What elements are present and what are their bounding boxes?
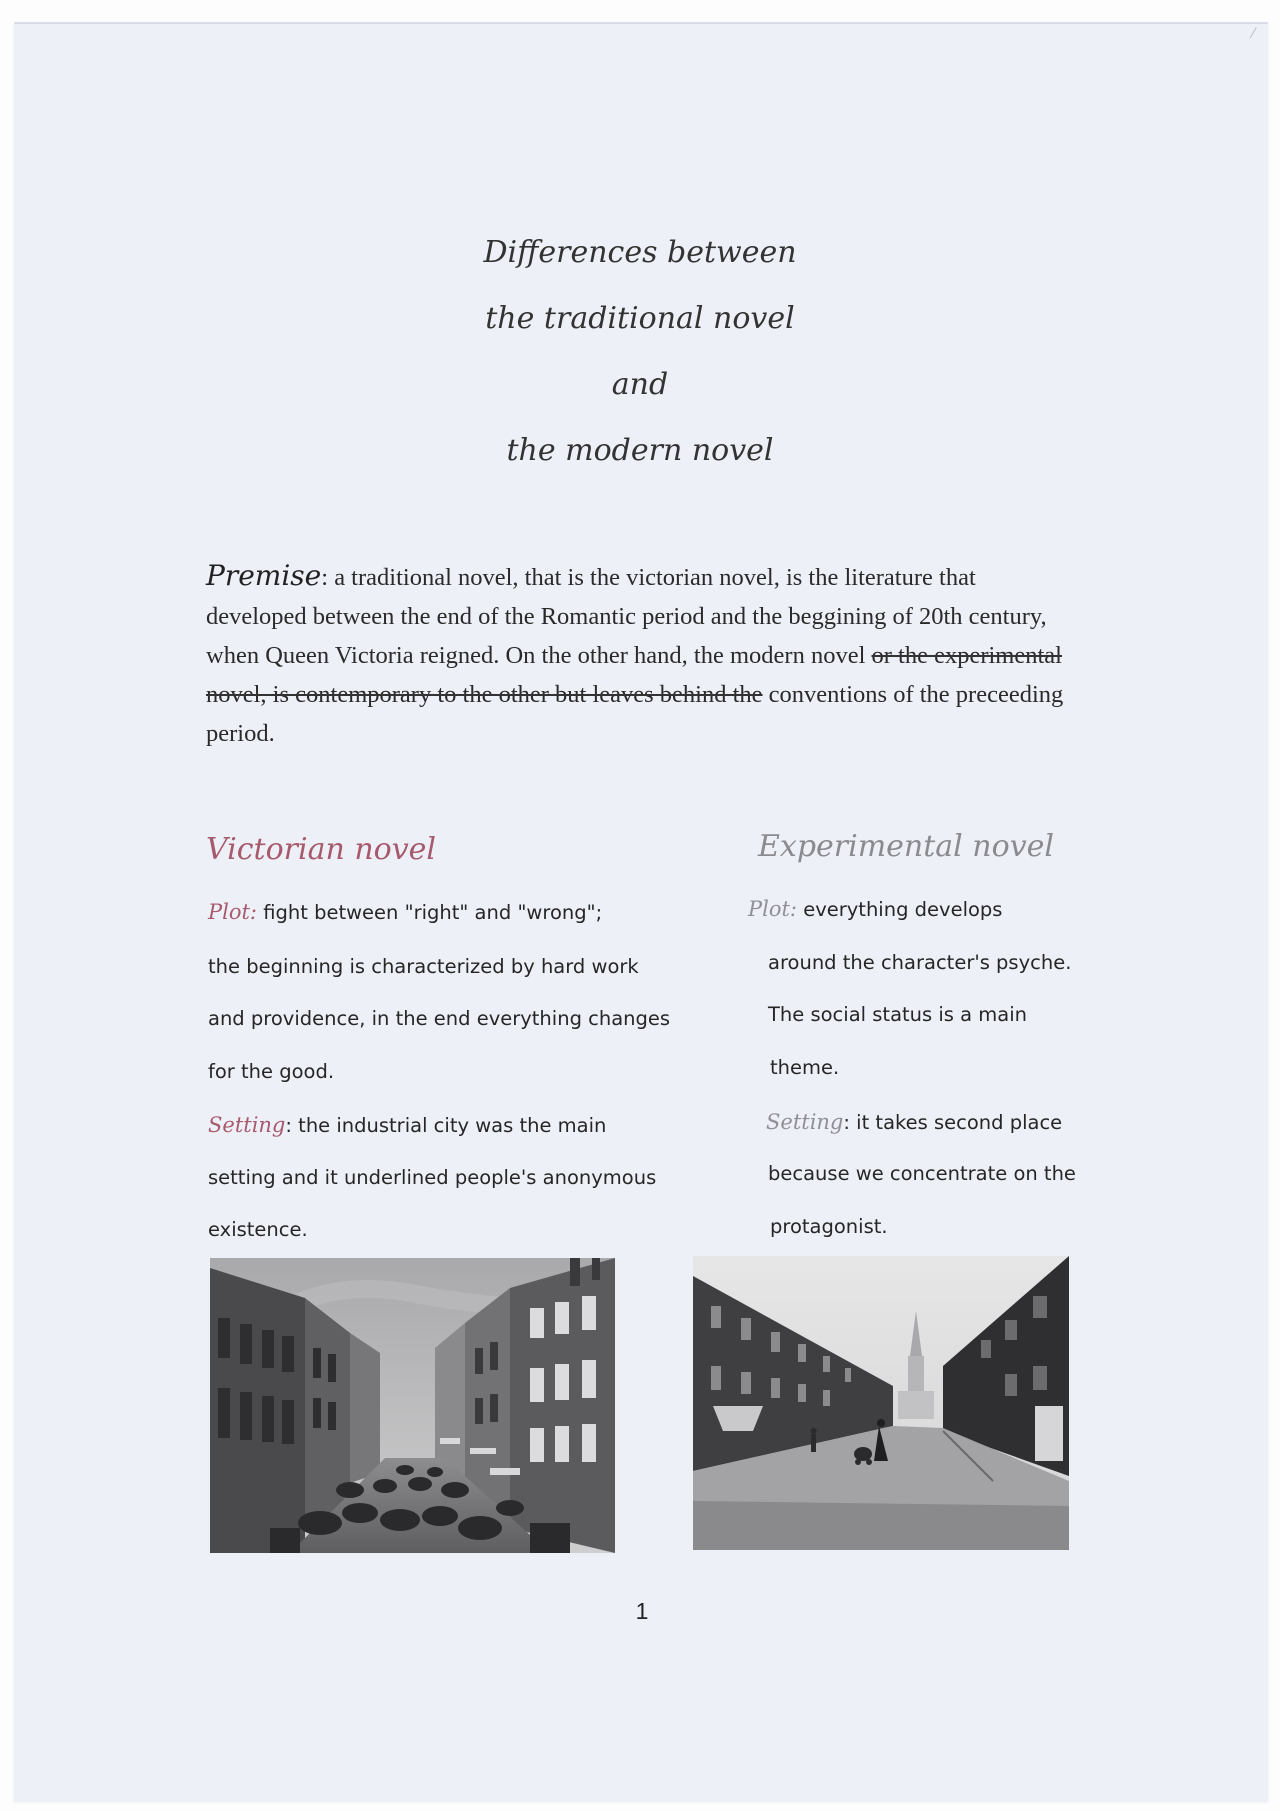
title-line-2: the traditional novel bbox=[485, 301, 795, 336]
experimental-plot-tag: Plot: bbox=[748, 897, 798, 921]
victorian-setting-colon: : bbox=[285, 1114, 292, 1137]
experimental-plot-line-3: The social status is a main bbox=[768, 1003, 1028, 1026]
page-number: 1 bbox=[635, 1598, 649, 1624]
title-line-1: Differences between bbox=[483, 235, 797, 270]
experimental-plot-text: everything develops bbox=[797, 898, 1003, 921]
victorian-setting-tag: Setting bbox=[208, 1113, 286, 1137]
victorian-setting-text: the industrial city was the main bbox=[291, 1114, 607, 1137]
victorian-plot-line-2: the beginning is characterized by hard work bbox=[208, 955, 639, 978]
experimental-plot-line-4: theme. bbox=[770, 1056, 840, 1079]
victorian-setting-line-3: existence. bbox=[208, 1218, 308, 1241]
victorian-setting-line-1 bbox=[208, 1113, 606, 1137]
victorian-setting-line-2: setting and it underlined people's anonymous bbox=[208, 1166, 657, 1189]
victorian-heading: Victorian novel bbox=[206, 832, 437, 867]
experimental-heading: Experimental novel bbox=[758, 829, 1054, 864]
victorian-plot-tag: Plot: bbox=[208, 900, 258, 924]
experimental-setting-line-3: protagonist. bbox=[770, 1215, 888, 1238]
title-line-3: and bbox=[611, 367, 669, 402]
premise-label: Premise bbox=[206, 559, 322, 592]
premise-text-1: a traditional novel, that is the victorian novel, is the literature that developed between the end of the Romantic period and the beggining of 20th century, when Queen Victoria reigned. On the other hand, the modern novel bbox=[206, 564, 1047, 669]
title-line-4: the modern novel bbox=[506, 433, 774, 468]
experimental-setting-tag: Setting bbox=[766, 1110, 844, 1134]
corner-fold-mark: ⁄ bbox=[1252, 26, 1255, 42]
victorian-plot-line-1 bbox=[208, 900, 602, 924]
experimental-setting-line-2: because we concentrate on the bbox=[768, 1162, 1076, 1185]
premise-struck-text: or the experimental novel, is contemporary to the other but leaves behind the bbox=[206, 642, 1062, 708]
experimental-setting-line-1 bbox=[766, 1110, 1062, 1134]
premise-colon: : bbox=[321, 564, 329, 591]
experimental-plot-line-2: around the character's psyche. bbox=[768, 951, 1072, 974]
victorian-plot-line-4: for the good. bbox=[208, 1060, 335, 1083]
premise-paragraph bbox=[206, 556, 1066, 753]
experimental-setting-colon: : bbox=[843, 1111, 850, 1134]
premise-text-2: conventions of the preceeding period. bbox=[206, 681, 1064, 747]
victorian-plot-line-3: and providence, in the end everything changes bbox=[208, 1007, 671, 1030]
modern-street-photo bbox=[693, 1256, 1069, 1550]
victorian-plot-text: fight between "right" and "wrong"; bbox=[257, 901, 603, 924]
experimental-setting-text: it takes second place bbox=[849, 1111, 1063, 1134]
document-title bbox=[400, 220, 880, 484]
victorian-street-photo bbox=[210, 1258, 615, 1553]
experimental-plot-line-1 bbox=[748, 897, 1002, 921]
